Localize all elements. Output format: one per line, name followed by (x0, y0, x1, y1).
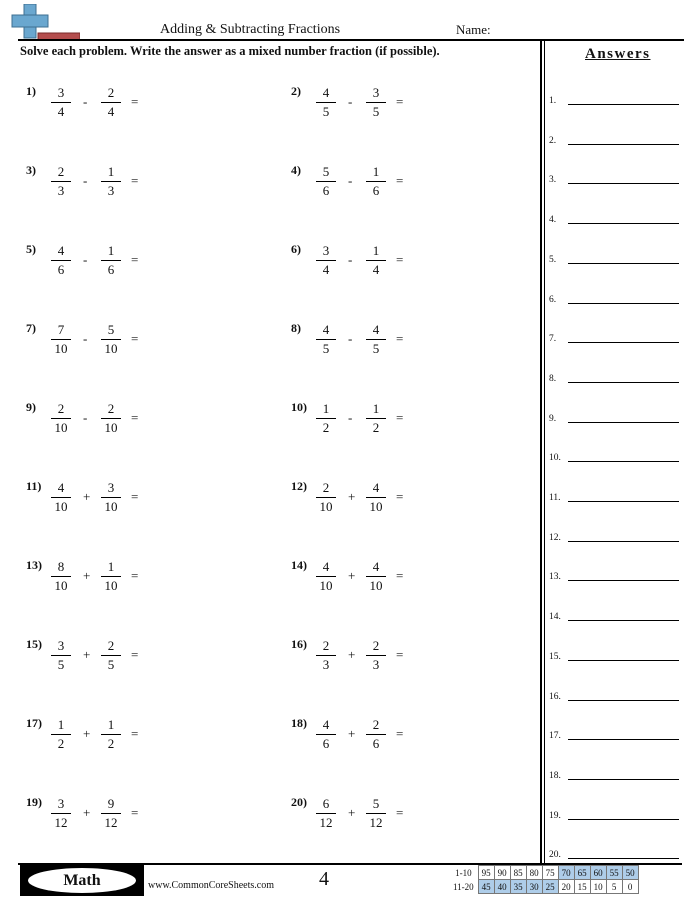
denominator: 10 (54, 578, 68, 593)
score-cell: 0 (622, 880, 638, 894)
answer-line[interactable] (549, 807, 679, 821)
answer-blank[interactable] (568, 342, 679, 343)
answer-blank[interactable] (568, 382, 679, 383)
numerator: 3 (372, 85, 380, 100)
answer-line[interactable] (549, 648, 679, 662)
plus-minus-logo-icon (4, 4, 80, 40)
answer-blank[interactable] (568, 223, 679, 224)
answer-line[interactable] (549, 767, 679, 781)
numerator: 5 (107, 322, 115, 337)
score-cell: 70 (558, 866, 574, 880)
problem-number: 2) (291, 84, 301, 98)
problem-number: 1) (26, 84, 36, 98)
fraction-b (99, 163, 123, 200)
problem (26, 163, 186, 213)
answer-line[interactable] (549, 529, 679, 543)
fraction-b (99, 242, 123, 279)
denominator: 6 (372, 183, 380, 198)
site-url: www.CommonCoreSheets.com (148, 880, 275, 891)
numerator: 1 (372, 243, 380, 258)
answer-number: 12. (549, 532, 561, 543)
equals-sign: = (131, 568, 139, 583)
answer-number: 13. (549, 572, 561, 583)
score-cell: 50 (622, 866, 638, 880)
fraction-a (314, 163, 338, 200)
equals-sign: = (131, 331, 139, 346)
denominator: 3 (322, 657, 330, 672)
fraction-a (314, 795, 338, 832)
answer-line[interactable] (549, 251, 679, 265)
score-cell: 40 (494, 880, 510, 894)
answer-number: 4. (549, 215, 557, 226)
answer-line[interactable] (549, 171, 679, 185)
numerator: 1 (57, 717, 65, 732)
score-cell: 65 (574, 866, 590, 880)
operator: - (348, 410, 353, 425)
fraction-a (49, 558, 73, 595)
score-cell: 60 (590, 866, 606, 880)
fraction-a (314, 479, 338, 516)
answer-number: 8. (549, 373, 557, 384)
numerator: 1 (372, 164, 380, 179)
problem (291, 479, 451, 529)
denominator: 3 (372, 657, 380, 672)
operator: - (83, 173, 88, 188)
fraction-b (99, 637, 123, 674)
fraction-a (49, 163, 73, 200)
equals-sign: = (396, 489, 404, 504)
answer-line[interactable] (549, 846, 679, 860)
operator: - (348, 94, 353, 109)
fraction-a (314, 242, 338, 279)
numerator: 1 (107, 243, 115, 258)
answer-line[interactable] (549, 370, 679, 384)
denominator: 4 (57, 104, 65, 119)
fraction-b (364, 637, 388, 674)
answer-blank[interactable] (568, 303, 679, 304)
fraction-a (49, 637, 73, 674)
answer-number: 20. (549, 850, 561, 861)
answer-blank[interactable] (568, 858, 679, 859)
fraction-b (364, 321, 388, 358)
equals-sign: = (131, 94, 139, 109)
instructions: Solve each problem. Write the answer as a mixed number fraction (if possible). (20, 44, 440, 58)
equals-sign: = (131, 805, 139, 820)
operator: + (83, 647, 91, 662)
numerator: 5 (322, 164, 330, 179)
problem-number: 9) (26, 400, 36, 414)
equals-sign: = (131, 410, 139, 425)
fraction-a (49, 321, 73, 358)
answer-blank[interactable] (568, 779, 679, 780)
numerator: 2 (107, 638, 115, 653)
numerator: 3 (57, 638, 65, 653)
equals-sign: = (396, 410, 404, 425)
operator: + (348, 568, 356, 583)
denominator: 10 (54, 341, 68, 356)
problem-number: 13) (26, 558, 42, 572)
denominator: 5 (107, 657, 115, 672)
equals-sign: = (396, 647, 404, 662)
operator: - (83, 252, 88, 267)
fraction-b (364, 479, 388, 516)
operator: - (83, 331, 88, 346)
denominator: 6 (372, 736, 380, 751)
problem-number: 8) (291, 321, 301, 335)
denominator: 5 (322, 341, 330, 356)
fraction-a (49, 716, 73, 753)
numerator: 2 (57, 401, 65, 416)
answer-number: 1. (549, 96, 557, 106)
problem (291, 716, 451, 766)
header-rule (18, 39, 684, 41)
answer-number: 15. (549, 651, 561, 662)
denominator: 4 (372, 262, 380, 277)
numerator: 4 (372, 480, 380, 495)
score-cell: 55 (606, 866, 622, 880)
denominator: 5 (372, 341, 380, 356)
equals-sign: = (131, 173, 139, 188)
answer-line[interactable] (549, 92, 679, 106)
fraction-a (49, 479, 73, 516)
fraction-b (364, 558, 388, 595)
problem (26, 558, 186, 608)
problem-number: 19) (26, 795, 42, 809)
fraction-b (364, 163, 388, 200)
numerator: 4 (322, 717, 330, 732)
denominator: 5 (322, 104, 330, 119)
denominator: 10 (104, 499, 118, 514)
fraction-a (314, 321, 338, 358)
denominator: 12 (104, 815, 118, 830)
problem (291, 400, 451, 450)
problem-number: 10) (291, 400, 307, 414)
answer-line[interactable] (549, 489, 679, 503)
fraction-b (364, 84, 388, 121)
operator: - (348, 173, 353, 188)
answer-blank[interactable] (568, 739, 679, 740)
answer-line[interactable] (549, 291, 679, 305)
answer-line[interactable] (549, 568, 679, 582)
score-cell: 5 (606, 880, 622, 894)
numerator: 4 (322, 85, 330, 100)
fraction-b (99, 321, 123, 358)
answers-title: Answers (585, 46, 651, 62)
problem (291, 321, 451, 371)
denominator: 10 (319, 499, 333, 514)
problem (26, 637, 186, 687)
problem (26, 321, 186, 371)
numerator: 3 (107, 480, 115, 495)
equals-sign: = (396, 568, 404, 583)
score-cell: 75 (542, 866, 558, 880)
answer-number: 9. (549, 413, 557, 424)
numerator: 7 (57, 322, 65, 337)
problem-number: 6) (291, 242, 301, 256)
answer-blank[interactable] (568, 620, 679, 621)
equals-sign: = (131, 647, 139, 662)
denominator: 3 (57, 183, 65, 198)
answer-number: 7. (549, 334, 557, 345)
problem (291, 242, 451, 292)
score-row (450, 866, 638, 880)
denominator: 5 (372, 104, 380, 119)
operator: + (83, 805, 91, 820)
fraction-b (99, 84, 123, 121)
fraction-a (314, 400, 338, 437)
score-cell: 25 (542, 880, 558, 894)
problem (291, 795, 451, 845)
numerator: 3 (322, 243, 330, 258)
numerator: 2 (322, 480, 330, 495)
problem (26, 479, 186, 529)
problem-number: 4) (291, 163, 301, 177)
score-range-label: 11-20 (453, 881, 474, 892)
denominator: 6 (57, 262, 65, 277)
answer-blank[interactable] (568, 183, 679, 184)
fraction-b (364, 242, 388, 279)
answer-line[interactable] (549, 688, 679, 702)
page-number: 4 (319, 868, 329, 890)
score-table (450, 865, 639, 894)
operator: - (83, 410, 88, 425)
denominator: 10 (54, 420, 68, 435)
score-cell: 20 (558, 880, 574, 894)
denominator: 10 (104, 341, 118, 356)
fraction-b (364, 795, 388, 832)
problem (291, 558, 451, 608)
score-cell: 10 (590, 880, 606, 894)
numerator: 4 (372, 559, 380, 574)
answer-blank[interactable] (568, 144, 679, 145)
denominator: 6 (107, 262, 115, 277)
answer-number: 16. (549, 691, 561, 702)
operator: + (83, 568, 91, 583)
answer-blank[interactable] (568, 501, 679, 502)
answer-number: 19. (549, 810, 561, 821)
score-cell: 15 (574, 880, 590, 894)
problem-number: 16) (291, 637, 307, 651)
answer-number: 17. (549, 731, 561, 742)
numerator: 4 (322, 322, 330, 337)
score-cell: 80 (526, 866, 542, 880)
numerator: 3 (57, 796, 65, 811)
answer-number: 11. (549, 493, 561, 503)
problem-number: 17) (26, 716, 42, 730)
equals-sign: = (396, 805, 404, 820)
denominator: 10 (319, 578, 333, 593)
score-cell: 45 (478, 880, 494, 894)
equals-sign: = (396, 94, 404, 109)
fraction-b (364, 716, 388, 753)
equals-sign: = (396, 726, 404, 741)
fraction-b (99, 716, 123, 753)
fraction-b (99, 558, 123, 595)
score-cell: 30 (526, 880, 542, 894)
answer-blank[interactable] (568, 700, 679, 701)
fraction-a (49, 84, 73, 121)
score-cell: 90 (494, 866, 510, 880)
problem (291, 163, 451, 213)
answer-line[interactable] (549, 449, 679, 463)
operator: - (348, 252, 353, 267)
operator: + (348, 647, 356, 662)
operator: + (348, 726, 356, 741)
denominator: 2 (322, 420, 330, 435)
denominator: 5 (57, 657, 65, 672)
score-cell: 35 (510, 880, 526, 894)
problem (291, 84, 451, 134)
numerator: 4 (57, 480, 65, 495)
denominator: 10 (104, 578, 118, 593)
denominator: 2 (372, 420, 380, 435)
answer-number: 5. (549, 254, 557, 265)
operator: + (83, 489, 91, 504)
problem (26, 84, 186, 134)
answer-line[interactable] (549, 330, 679, 344)
answer-number: 18. (549, 770, 561, 781)
problem-number: 7) (26, 321, 36, 335)
denominator: 12 (319, 815, 333, 830)
operator: + (83, 726, 91, 741)
numerator: 2 (107, 401, 115, 416)
answer-line[interactable] (549, 211, 679, 225)
column-divider (540, 40, 545, 864)
denominator: 12 (54, 815, 68, 830)
denominator: 12 (369, 815, 383, 830)
numerator: 1 (107, 559, 115, 574)
problem-number: 5) (26, 242, 36, 256)
answer-blank[interactable] (568, 580, 679, 581)
numerator: 8 (57, 559, 65, 574)
denominator: 2 (57, 736, 65, 751)
denominator: 10 (104, 420, 118, 435)
math-badge-label: Math (28, 868, 136, 893)
equals-sign: = (131, 726, 139, 741)
score-cell: 95 (478, 866, 494, 880)
denominator: 3 (107, 183, 115, 198)
name-label: Name: (456, 22, 491, 37)
answer-number: 10. (549, 453, 561, 464)
operator: - (348, 331, 353, 346)
problem-number: 14) (291, 558, 307, 572)
problem-number: 18) (291, 716, 307, 730)
answer-blank[interactable] (568, 541, 679, 542)
answer-blank[interactable] (568, 819, 679, 820)
numerator: 2 (107, 85, 115, 100)
denominator: 6 (322, 183, 330, 198)
fraction-b (99, 400, 123, 437)
answer-blank[interactable] (568, 104, 679, 105)
numerator: 5 (372, 796, 380, 811)
operator: - (83, 94, 88, 109)
fraction-b (99, 795, 123, 832)
denominator: 10 (369, 578, 383, 593)
answer-line[interactable] (549, 132, 679, 146)
answer-blank[interactable] (568, 263, 679, 264)
equals-sign: = (396, 173, 404, 188)
numerator: 2 (322, 638, 330, 653)
operator: + (348, 489, 356, 504)
problem (26, 242, 186, 292)
problem-number: 15) (26, 637, 42, 651)
numerator: 9 (107, 796, 115, 811)
numerator: 1 (107, 164, 115, 179)
answer-blank[interactable] (568, 461, 679, 462)
problem (26, 716, 186, 766)
problem (291, 637, 451, 687)
denominator: 4 (322, 262, 330, 277)
problem (26, 400, 186, 450)
problem-number: 3) (26, 163, 36, 177)
fraction-a (49, 795, 73, 832)
problem-number: 11) (26, 479, 42, 493)
answer-number: 14. (549, 612, 561, 623)
score-row (450, 880, 638, 894)
fraction-b (364, 400, 388, 437)
numerator: 2 (372, 638, 380, 653)
score-range-label: 1-10 (455, 867, 472, 878)
numerator: 4 (322, 559, 330, 574)
answer-number: 6. (549, 294, 557, 305)
equals-sign: = (396, 252, 404, 267)
answer-line[interactable] (549, 608, 679, 622)
fraction-a (314, 558, 338, 595)
fraction-a (49, 242, 73, 279)
fraction-a (49, 400, 73, 437)
operator: + (348, 805, 356, 820)
problem (26, 795, 186, 845)
denominator: 6 (322, 736, 330, 751)
fraction-b (99, 479, 123, 516)
page-title: Adding & Subtracting Fractions (160, 22, 341, 37)
fraction-a (314, 637, 338, 674)
numerator: 1 (322, 401, 330, 416)
numerator: 6 (322, 796, 330, 811)
equals-sign: = (396, 331, 404, 346)
equals-sign: = (131, 252, 139, 267)
score-cell: 85 (510, 866, 526, 880)
answer-blank[interactable] (568, 660, 679, 661)
numerator: 3 (57, 85, 65, 100)
math-badge (20, 865, 144, 896)
answer-number: 2. (549, 135, 557, 146)
numerator: 1 (372, 401, 380, 416)
numerator: 2 (57, 164, 65, 179)
denominator: 10 (54, 499, 68, 514)
fraction-a (314, 716, 338, 753)
problem-number: 12) (291, 479, 307, 493)
denominator: 10 (369, 499, 383, 514)
numerator: 1 (107, 717, 115, 732)
denominator: 4 (107, 104, 115, 119)
answer-line[interactable] (549, 727, 679, 741)
answer-number: 3. (549, 175, 557, 186)
answer-blank[interactable] (568, 422, 679, 423)
numerator: 4 (372, 322, 380, 337)
answer-line[interactable] (549, 410, 679, 424)
fraction-a (314, 84, 338, 121)
numerator: 2 (372, 717, 380, 732)
problem-number: 20) (291, 795, 307, 809)
denominator: 2 (107, 736, 115, 751)
numerator: 4 (57, 243, 65, 258)
equals-sign: = (131, 489, 139, 504)
